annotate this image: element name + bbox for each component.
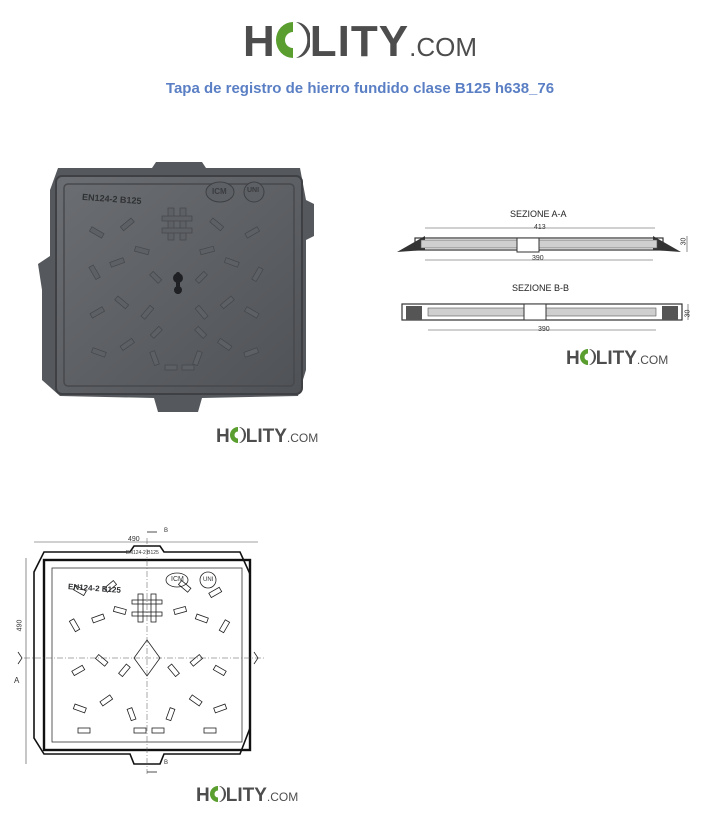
sections-watermark-logo: H LITY.COM xyxy=(566,348,668,372)
logo-o-icon xyxy=(230,426,246,450)
plan-drawing xyxy=(14,528,274,778)
plan-label-b-bottom: B xyxy=(164,760,169,766)
page-title: Tapa de registro de hierro fundido clase B125 h638_76 xyxy=(165,80,555,97)
photo-uni-badge: UNI xyxy=(247,187,260,194)
product-photo xyxy=(30,160,330,422)
section-aa-title: SEZIONE A-A xyxy=(510,209,567,219)
plan-logo-badge: ICM xyxy=(171,576,184,583)
section-bb-bottom-dim: 390 xyxy=(538,326,550,333)
brand-logo-left: H xyxy=(243,17,276,66)
plan-height-dim: 490 xyxy=(16,619,24,632)
plan-watermark-logo: H LITY.COM xyxy=(196,785,298,809)
plan-cast-marking: EN124-2 B125 xyxy=(67,582,122,595)
brand-logo-o-icon xyxy=(276,20,310,70)
section-aa-height-dim: 30 xyxy=(680,237,688,246)
plan-uni-badge: UNI xyxy=(203,577,214,583)
logo-o-icon xyxy=(580,348,596,372)
brand-logo xyxy=(0,18,720,71)
brand-logo-right: LITY xyxy=(309,17,410,66)
photo-watermark-logo: H LITY.COM xyxy=(216,426,318,450)
section-bb-height-dim: 30 xyxy=(684,309,692,318)
plan-label-b: B xyxy=(164,528,169,534)
photo-cast-marking: EN124-2 B125 xyxy=(81,191,142,207)
keyhole-icon xyxy=(170,268,186,303)
plan-width-dim: 490 xyxy=(128,536,140,543)
section-aa-bottom-dim: 390 xyxy=(532,255,544,262)
brand-logo-suffix: .COM xyxy=(409,32,477,62)
section-aa-top-dim: 413 xyxy=(534,224,546,231)
plan-label-a: A xyxy=(14,676,20,685)
photo-logo-badge: ICM xyxy=(212,187,227,196)
plan-top-inscription: EN124-2 B125 xyxy=(126,550,159,556)
section-bb-title: SEZIONE B-B xyxy=(512,283,570,293)
logo-o-icon xyxy=(210,785,226,809)
